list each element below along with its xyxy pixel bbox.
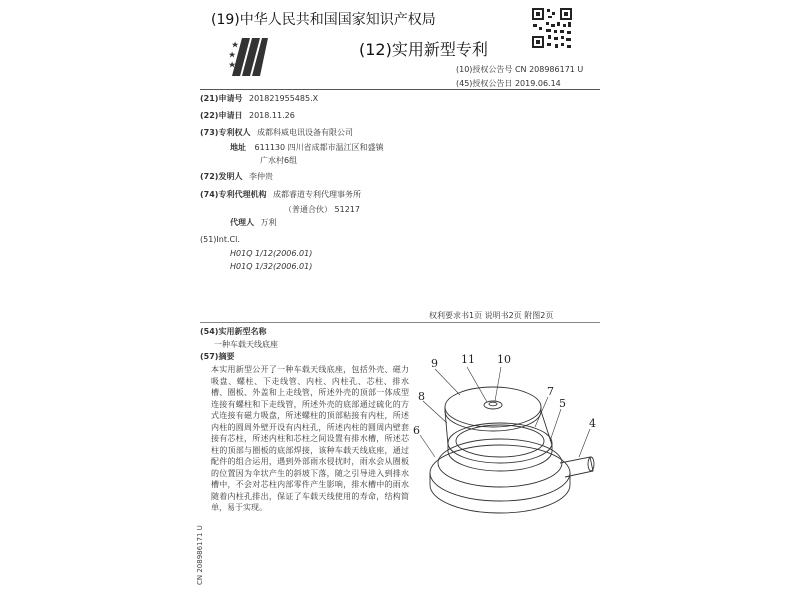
cnipa-logo [228,34,270,80]
abstract-text: 本实用新型公开了一种车载天线底座，包括外壳、磁力吸盘、螺柱、下走线管、内柱、内柱孔、芯柱、排水槽、圈板、外盖和上走线管，所述外壳的顶部一体成型连接有螺柱和下走线管，所述外壳的底部通过硫化的方式连接有磁力吸盘，所述螺柱的顶部粘接有内柱，所述内柱的圆周外壁开设有内柱孔，所述内柱的圆周内壁套接有芯柱，所述内柱和芯柱之间设置有排水槽，所述芯柱的顶部与圈板的底部焊接，该种车载天线底座，通过配件的组合运用，遇到外部雨水侵扰时，雨水会从圈板的位置因为伞状产生的斜坡下落，随之引导进入到排水槽中，不会对芯柱内部零件产生影响，排水槽中的雨水随着内柱孔排出，保证了车载天线使用的寿命，结构简单，易于实现。 [211,365,409,512]
application-number-row [200,93,318,104]
cable-pipe-end [588,457,594,471]
agent-row [230,217,277,228]
owner-row [200,127,353,138]
figure-label-4: 4 [589,417,596,430]
page-count-info: 权利要求书1页 说明书2页 附图2页 [429,311,554,320]
abstract-label: (57)摘要 [200,352,235,361]
address-line1: 611130 四川省成都市温江区和盛镇 [254,143,384,152]
application-date-label: (22)申请日 [200,111,243,120]
application-date: 2018.11.26 [249,111,295,120]
application-date-row [200,110,295,121]
address-label: 地址 [230,143,246,152]
ipc-class-1: H01Q 1/12(2006.01) [230,249,313,258]
owner: 成都科威电讯设备有限公司 [257,128,353,137]
figure-label-10: 10 [497,353,511,366]
application-number: 201821955485.X [249,94,319,103]
application-number-label: (21)申请号 [200,94,243,103]
agency-line2: （普通合伙） 51217 [284,205,360,214]
authority-title: (19)中华人民共和国国家知识产权局 [211,12,436,28]
title-label: (54)实用新型名称 [200,327,267,336]
inner-ring-inner [456,425,544,457]
figure-label-9: 9 [431,357,438,370]
document-type: (12)实用新型专利 [359,40,488,59]
agent-label: 代理人 [230,218,254,227]
cover-plate [445,387,541,427]
figure-label-6: 6 [413,424,420,437]
publication-date: (45)授权公告日 2019.06.14 [456,79,561,88]
housing-base-outline [430,445,570,501]
agency-row [200,189,361,200]
inventor-label: (72)发明人 [200,172,243,181]
figure-label-8: 8 [418,390,425,403]
antenna-base-figure [405,345,605,520]
side-publication-number: CN 208986171 U [196,525,204,585]
figure-label-5: 5 [559,397,566,410]
publication-number: (10)授权公告号 CN 208986171 U [456,65,584,74]
inventor: 李仲贵 [249,172,273,181]
address-row [230,142,384,153]
inventor-row [200,171,273,182]
address-line2: 广水村6组 [260,156,298,165]
agency-line1: 成都睿道专利代理事务所 [273,190,361,199]
central-hole [489,402,497,406]
header-divider [200,89,600,90]
utility-model-title: 一种车载天线底座 [214,340,278,349]
owner-label: (73)专利权人 [200,128,251,137]
figure-label-11: 11 [461,353,475,366]
qr-code [530,6,574,50]
agent: 万利 [260,218,277,227]
middle-divider [200,322,600,323]
agency-label: (74)专利代理机构 [200,190,267,199]
figure-label-7: 7 [547,385,554,398]
ipc-class-2: H01Q 1/32(2006.01) [230,262,313,271]
ipc-label: (51)Int.Cl. [200,235,240,244]
